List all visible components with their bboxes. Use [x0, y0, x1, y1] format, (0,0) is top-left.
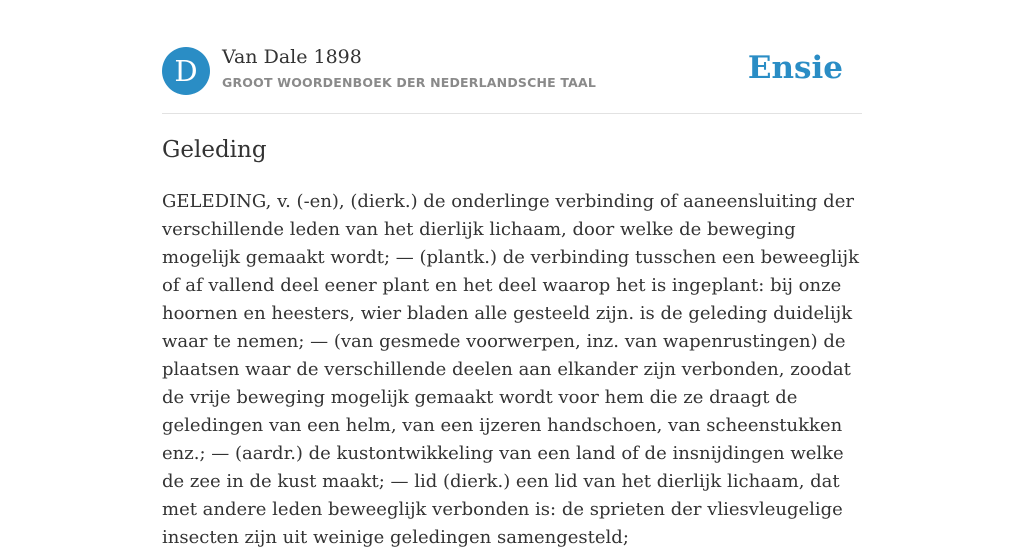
entry-definition: GELEDING, v. (-en), (dierk.) de onderlinge verbinding of aaneensluiting der verschillende leden van het dierlijk lichaam, door welke de beweging mogelijk gemaakt wordt; — (plantk.) de verbinding tusschen een beweeglijk of af vallend deel eener plant en het deel waarop het is ingeplant: bij onze hoornen en heesters, wier bladen alle gesteeld zijn. is de geleding duidelijk waar te nemen; — (van gesmede voorwerpen, inz. van wapenrustingen) de plaatsen waar de verschillende deelen aan elkander zijn verbonden, zoodat de vrije beweging mogelijk gemaakt wordt voor hem die ze draagt de geledingen van een helm, van een ijzeren handschoen, van scheenstukken enz.; — (aardr.) de kustontwikkeling van een land of de insnijdingen welke de zee in de kust maakt; — lid (dierk.) een lid van het dierlijk lichaam, dat met andere leden beweeglijk verbonden is: de sprieten der vliesvleugelige insecten zijn uit weinige geledingen samengesteld; [162, 191, 859, 548]
header-divider [162, 113, 862, 114]
source-title[interactable]: Van Dale 1898 [222, 46, 362, 68]
header [162, 46, 862, 96]
brand-logo[interactable]: Ensie [747, 50, 843, 86]
source-logo[interactable]: D [162, 47, 210, 95]
source-subtitle: GROOT WOORDENBOEK DER NEDERLANDSCHE TAAL [222, 75, 597, 90]
entry-title: Geleding [162, 137, 267, 163]
